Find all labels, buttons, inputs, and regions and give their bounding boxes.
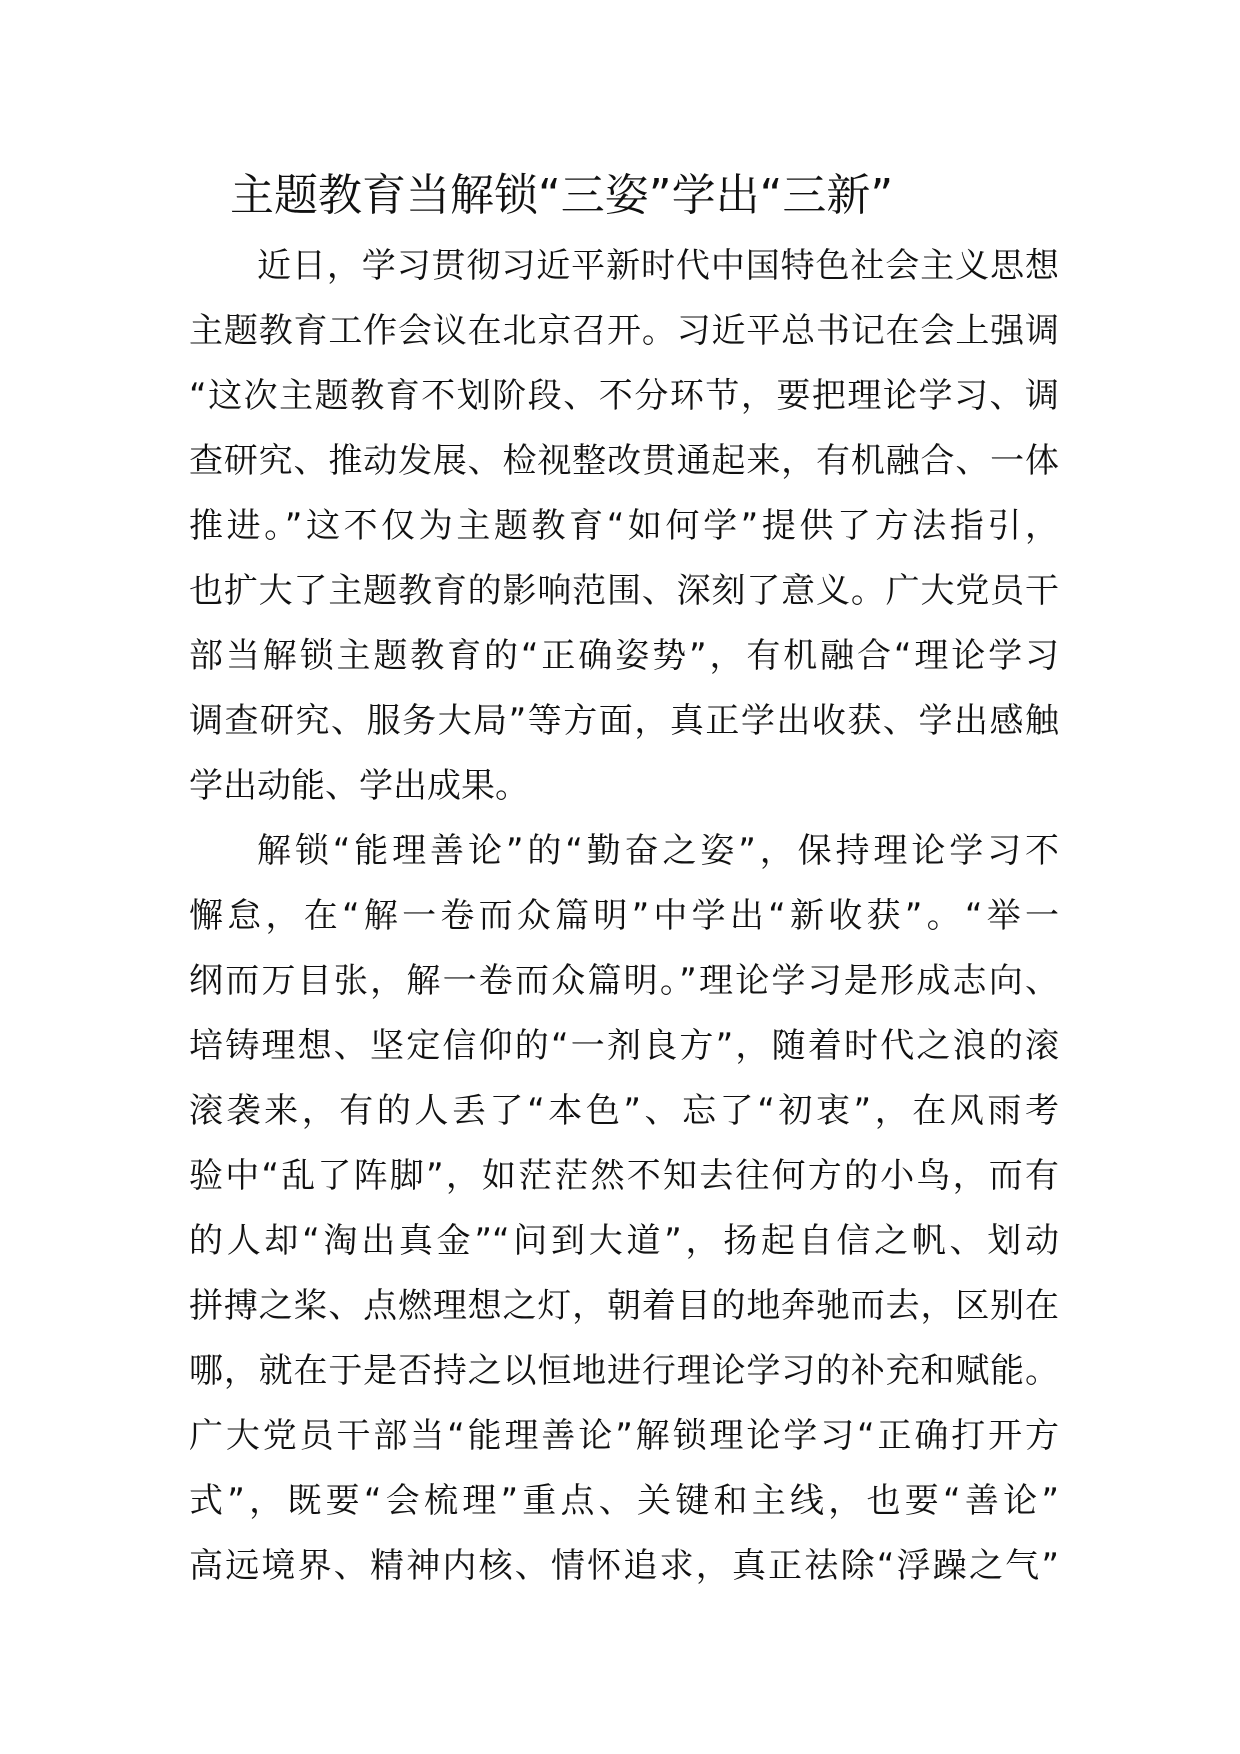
paragraph-line: 哪，就在于是否持之以恒地进行理论学习的补充和赋能。 — [189, 1351, 1059, 1391]
paragraph-line: 拼搏之桨、点燃理想之灯，朝着目的地奔驰而去，区别在 — [189, 1286, 1059, 1326]
paragraph-line: “这次主题教育不划阶段、不分环节，要把理论学习、调 — [189, 376, 1059, 416]
paragraph-line: 广大党员干部当“能理善论”解锁理论学习“正确打开方 — [189, 1416, 1059, 1456]
paragraph-line: 解锁“能理善论”的“勤奋之姿”，保持理论学习不 — [257, 831, 1059, 871]
paragraph-line: 学出动能、学出成果。 — [189, 766, 529, 806]
paragraph-line: 滚袭来，有的人丢了“本色”、忘了“初衷”，在风雨考 — [189, 1091, 1059, 1131]
paragraph-line: 高远境界、精神内核、情怀追求，真正祛除“浮躁之气” — [189, 1546, 1059, 1586]
paragraph-line: 也扩大了主题教育的影响范围、深刻了意义。广大党员干 — [189, 571, 1059, 611]
paragraph-line: 的人却“淘出真金”“问到大道”，扬起自信之帆、划动 — [189, 1221, 1059, 1261]
paragraph-line: 调查研究、服务大局”等方面，真正学出收获、学出感触 — [189, 701, 1059, 741]
paragraph-line: 近日，学习贯彻习近平新时代中国特色社会主义思想 — [257, 246, 1059, 286]
paragraph-line: 查研究、推动发展、检视整改贯通起来，有机融合、一体 — [189, 441, 1059, 481]
document-title: 主题教育当解锁“三姿”学出“三新” — [230, 170, 894, 221]
document-body — [189, 234, 1059, 1599]
paragraph-line: 验中“乱了阵脚”，如茫茫然不知去往何方的小鸟，而有 — [189, 1156, 1059, 1196]
paragraph-line: 纲而万目张，解一卷而众篇明。”理论学习是形成志向、 — [189, 961, 1059, 1001]
paragraph-line: 部当解锁主题教育的“正确姿势”，有机融合“理论学习 — [189, 636, 1059, 676]
paragraph-line: 推进。”这不仅为主题教育“如何学”提供了方法指引， — [189, 506, 1059, 546]
paragraph-line: 培铸理想、坚定信仰的“一剂良方”，随着时代之浪的滚 — [189, 1026, 1059, 1066]
paragraph-line: 懈怠，在“解一卷而众篇明”中学出“新收获”。“举一 — [189, 896, 1059, 936]
paragraph-line: 式”，既要“会梳理”重点、关键和主线，也要“善论” — [189, 1481, 1059, 1521]
paragraph-line: 主题教育工作会议在北京召开。习近平总书记在会上强调 — [189, 311, 1059, 351]
